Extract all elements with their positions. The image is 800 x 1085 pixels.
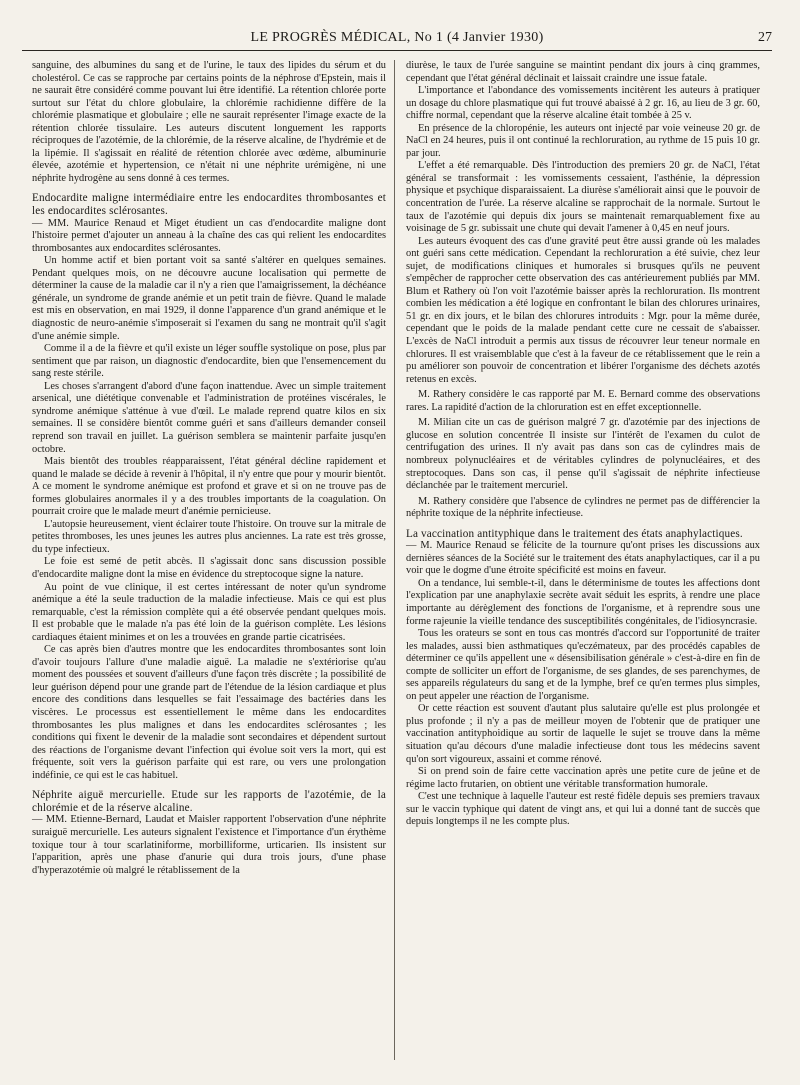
paragraph: L'importance et l'abondance des vomissements incitèrent les auteurs à pratiquer un dosage du chlore plasmatique qui fut trouvé abaissé à 2 gr. 16, au lieu de 3 gr. 60, chiffre normal, cependant que la réserve alcaline était tombée à 25 v. bbox=[406, 85, 760, 122]
section-heading: Néphrite aiguë mercurielle. Etude sur les rapports de l'azotémie, de la chlorémie et de la réserve alcaline. bbox=[32, 789, 386, 814]
paragraph: Les auteurs évoquent des cas d'une gravité peut être aussi grande où les malades ont guéri sans cette médication. Cependant la rechloruration a été suivie, chez leur sujet, de modifications cliniques et humorales si brusques qu'ils ne peuvent s'empêcher de rapprocher cette observation des cas antérieurement publiés par MM. Blum et Rathery où l'on voit l'azotémie baisser après la rechloruration. Ils montrent combien les médication a été logique en confrontant le bilan des chlorures urinaires, 51 gr. en dix jours, et le bilan des chlorures introduits : Mgr. pour la même durée, cependant que le poids de la malade pendant cette cure ne cessait de s'abaisser. L'excès de NaCl introduit a permis aux tissus de récouvrer leur teneur normale en chlorures. Il est vraisemblable que c'est à la faveur de ce rétablissement que le rein a pu améliorer son pouvoir de concentration et libérer l'organisme des déchets azotés retenus en excès. bbox=[406, 235, 760, 385]
paragraph: Au point de vue clinique, il est certes intéressant de noter qu'un syndrome anémique a été la seule traduction de la maladie infectieuse. Mais ce qui est plus remarquable, c'est la rémission complète qui a été observée pendant quelques mois. Il est probable que le malade n'a pas été loin de la guérison complète. Les lésions cardiaques étaient minimes et on les a trouvées en grande partie cicatrisées. bbox=[32, 581, 386, 643]
paragraph: — M. Maurice Renaud se félicite de la tournure qu'ont prises les discussions aux dernières séances de la Société sur le traitement des états anaphylactiques, car il a pu voir que le dogme d'une étroite spécificité est moins en faveur. bbox=[406, 540, 760, 577]
paragraph: On a tendance, lui semble-t-il, dans le déterminisme de toutes les affections dont l'explication par une anaphylaxie secrète avait séduit les esprits, à rendre une place importante au dérèglement des fonctions de l'organisme, et à reprendre sous une forme rajeunie la vieille tendance des susceptibilités congénitales, de l'idiosyncrasie. bbox=[406, 577, 760, 627]
paragraph: M. Milian cite un cas de guérison malgré 7 gr. d'azotémie par des injections de glucose en solution concentrée Il insiste sur l'intérêt de l'examen du culot de centrifugation des urines. Il n'y avait pas dans son cas de cylindres mais de nombreux polynucléaires et de véritables cylindres de polynucléaires, et des streptocoques. Dans son cas, il pense qu'il s'agissait de néphrite infectieuse déclanchée par le traitement mercuriel. bbox=[406, 417, 760, 492]
paragraph: Ce cas après bien d'autres montre que les endocardites thrombosantes sont loin d'avoir toujours l'allure d'une maladie aiguë. La maladie ne s'extériorise qu'au moment des poussées et souvent d'ailleurs d'une façon très discrète ; la possibilité de leur guérison dépend pour une grande part de l'étendue de la lésion cardiaque et plus encore des conditions dans lesquelles se fait l'essaimage des bactéries dans les viscères. Le processus est essentiellement le même dans les endocardites thrombosantes les plus malignes et dans les endocardites sclérosantes ; les conditions qui fixent le devenir de la maladie sont secondaires et dépendent surtout des réactions de l'organisme devant l'infection qui évolue soit vers la mort, qui est fréquente, soit vers la guérison parfaite qui est rare, ou vers une prolongation indéfinie, ce qui est le cas habituel. bbox=[32, 644, 386, 781]
paragraph: — MM. Maurice Renaud et Miget étudient un cas d'endocardite maligne dont l'histoire permet d'ajouter un anneau à la chaîne des cas qui relient les endocardites thrombosantes aux endocardites sclérosantes. bbox=[32, 217, 386, 254]
journal-title: LE PROGRÈS MÉDICAL, No 1 (4 Janvier 1930) bbox=[250, 30, 544, 45]
paragraph: Un homme actif et bien portant voit sa santé s'altérer en quelques semaines. Pendant quelques mois, on ne découvre aucune localisation qui permette de déterminer la cause de la maladie car il n'y a rien que l'amaigrissement, la déchéance générale, un syndrome de grande anémie et un petit train de fièvre. Quand le malade est mis en observation, en mai 1929, il donne l'apparence d'un grand anémique et le diagnostic de neuro-anémie s'imposerait si l'examen du sang ne montrait qu'il s'agit d'une anémie simple. bbox=[32, 255, 386, 342]
paragraph: Or cette réaction est souvent d'autant plus salutaire qu'elle est plus prolongée et plus profonde ; il n'y a pas de meilleur moyen de l'obtenir que de pratiquer une vaccination antityphoidique au sortir de laquelle le sujet se trouve dans la même situation qu'au décours d'une maladie infectieuse dont tous les médecins savent qu'on sort vigoureux, assaini et comme rénové. bbox=[406, 703, 760, 765]
running-header bbox=[22, 30, 772, 51]
paragraph: Mais bientôt des troubles réapparaissent, l'état général décline rapidement et quand le malade se décide à revenir à l'hôpital, il n'y entre que pour y mourir bientôt. A ce moment le syndrome anémique est profond et grave et si on ne trouve pas de formes globulaires anormales il y a des troubles importants de la coagulation. On pourrait croire que le malade meurt d'anémie pernicieuse. bbox=[32, 456, 386, 518]
paragraph: L'effet a été remarquable. Dès l'introduction des premiers 20 gr. de NaCl, l'état général se transformait : les vomissements cessaient, l'asthénie, la dépression physique et psychique disparaissaient. La diurèse s'améliorait ainsi que le pouvoir de concentration de l'urée. La réserve alcaline se rapprochait de la normale. Surtout le taux de l'azotémie qui depuis dix jours se maintenait remarquablement fixe au voisinage de 5 gr. subissait une chute qui devait l'amener à 0,45 en neuf jours. bbox=[406, 160, 760, 235]
column-divider bbox=[394, 60, 395, 1060]
paragraph: Les choses s'arrangent d'abord d'une façon inattendue. Avec un simple traitement arsenical, une diététique convenable et l'administration de protéines viscérales, le syndrome anémique s'atténue à vue d'œil. Le malade reprend quatre kilos en six semaines. Il se considère bientôt comme guéri et sans d'ailleurs demander conseil reprend son travail en juillet. La guérison semblera se maintenir parfaite jusqu'en octobre. bbox=[32, 380, 386, 455]
paragraph: En présence de la chloropénie, les auteurs ont injecté par voie veineuse 20 gr. de NaCl en 24 heures, puis il ont continué la rechloruration, au rythme de 15 puis 10 gr. par jour. bbox=[406, 122, 760, 159]
left-column bbox=[32, 60, 386, 877]
paragraph: Le foie est semé de petit abcès. Il s'agissait donc sans discussion possible d'endocardite maligne dont la mise en évidence du streptocoque signe la nature. bbox=[32, 556, 386, 580]
section-heading: La vaccination antityphique dans le traitement des états anaphylactiques. bbox=[406, 527, 743, 540]
paragraph: Comme il a de la fièvre et qu'il existe un léger souffle systolique on pose, plus par sentiment que par raison, un diagnostic d'endocardite, bien que l'ensemencement du sang reste stérile. bbox=[32, 343, 386, 380]
paragraph: sanguine, des albumines du sang et de l'urine, le taux des lipides du sérum et du cholestérol. Ce cas se rapproche par certains points de la néphrose d'Epstein, mais il ne saurait être considéré comme pouvant lui être identifié. La rétention chlorée porte surtout sur l'état du chlore globulaire, la chlorémie rachidienne diffère de la chlorémie plasmatique et globulaire ; elle ne saurait représenter l'image exacte de la rétention chlorée tissulaire. Les auteurs discutent longuement les rapports réciproques de l'azotémie, de la chlorémie, de la réserve alcaline, de l'hydrémie et de la lipémie. Il s'agissait en réalité de rétention chlorée avec œdème, albuminurie élevée, azotémie et hypertension, ce n'était ni une néphrite urémigène, ni une néphrite hydrogène au sens donné à ces termes. bbox=[32, 60, 386, 184]
paragraph: Si on prend soin de faire cette vaccination après une petite cure de jeûne et de régime lacto frutarien, on obtient une véritable transformation humorale. bbox=[406, 766, 760, 790]
paragraph: M. Rathery considère que l'absence de cylindres ne permet pas de différencier la néphrite toxique de la néphrite infectieuse. bbox=[406, 495, 760, 520]
paragraph: M. Rathery considère le cas rapporté par M. E. Bernard comme des observations rares. La rapidité d'action de la chloruration est en effet exceptionnelle. bbox=[406, 389, 760, 413]
right-column bbox=[406, 60, 760, 829]
paragraph: L'autopsie heureusement, vient éclairer toute l'histoire. On trouve sur la mitrale de petites thromboses, les unes jeunes les autres plus anciennes. La rate est très grosse, du type infectieux. bbox=[32, 518, 386, 555]
paragraph: C'est une technique à laquelle l'auteur est resté fidèle depuis ses premiers travaux sur le vaccin typhique qui datent de vingt ans, et qui lui a donné tant de succès que depuis longtemps il ne les compte plus. bbox=[406, 791, 760, 828]
page-number: 27 bbox=[758, 30, 772, 45]
paragraph: diurèse, le taux de l'urée sanguine se maintint pendant dix jours à cinq grammes, cependant que l'état général déclinait et laissait craindre une issue fatale. bbox=[406, 60, 760, 84]
paragraph: Tous les orateurs se sont en tous cas montrés d'accord sur l'opportunité de traiter les malades, aussi bien asthmatiques qu'eczémateux, par des procédés capables de déterminer ce qu'ils appellent une « désensibilisation générale » c'est-à-dire en fin de compte de solliciter un effort de l'organisme, de ses glandes, de ses parenchymes, de ses appareils régulateurs du sang et de la lymphe, bref ce qu'en termes plus simples, on peut appeler une réaction de l'organisme. bbox=[406, 628, 760, 702]
paragraph: — MM. Etienne-Bernard, Laudat et Maisler rapportent l'observation d'une néphrite suraiguë mercurielle. Les auteurs signalent l'existence et l'importance d'un érythème toxique tour à tour scarlatiniforme, morbilliforme, urticarien. Ils insistent sur l'apparition, après une phase d'anurie qui dura trois jours, d'une phase d'hyperazotémie où malgré le rétablissement de la bbox=[32, 814, 386, 876]
section-heading: Endocardite maligne intermédiaire entre les endocardites thrombosantes et les endocardites sclérosantes. bbox=[32, 192, 386, 218]
